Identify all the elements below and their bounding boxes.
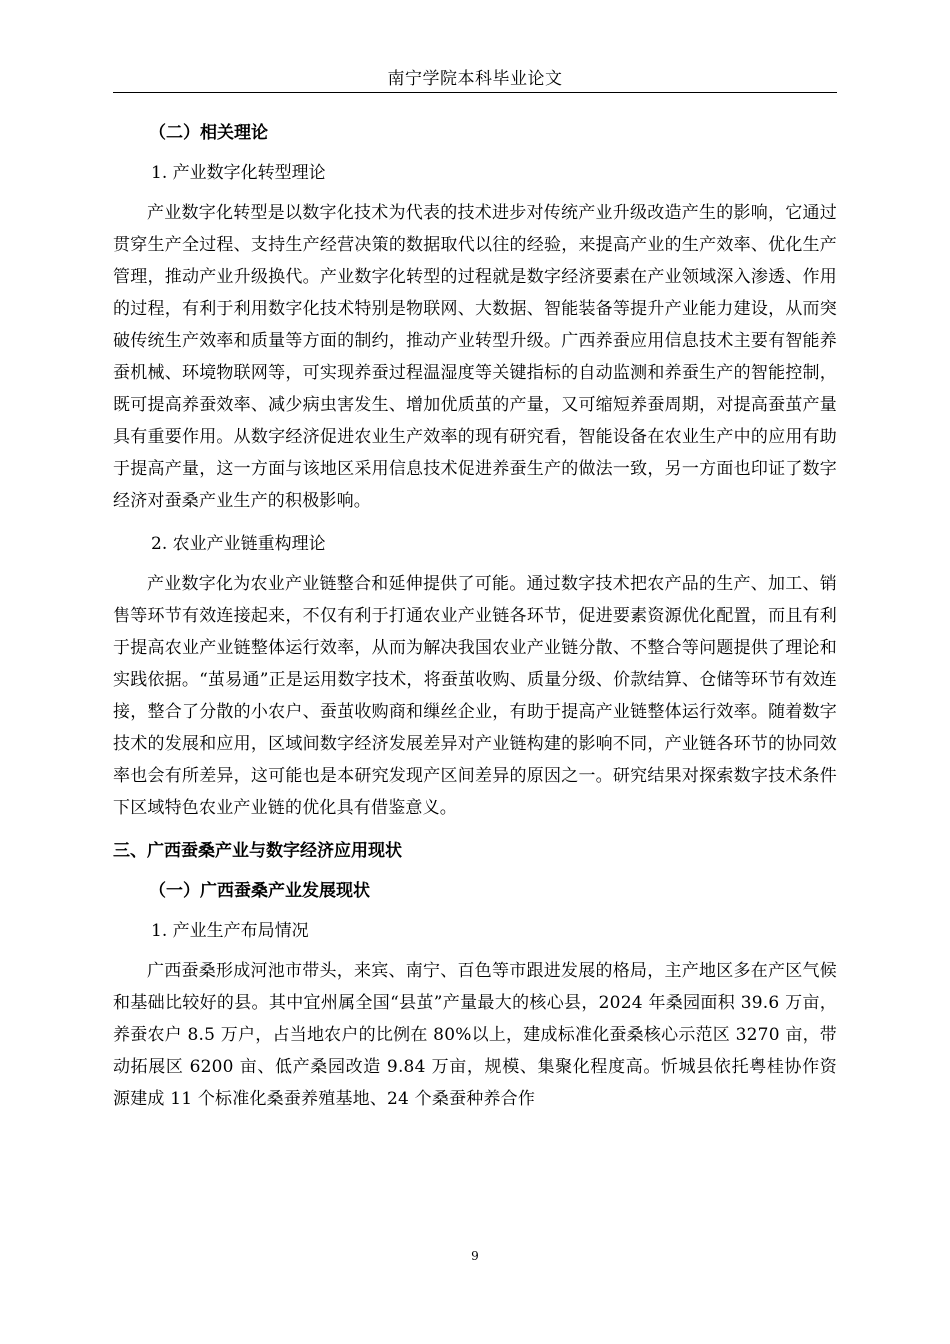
subheading-digital-transformation-theory: 1. 产业数字化转型理论: [151, 163, 326, 183]
paragraph-digital-transformation: 产业数字化转型是以数字化技术为代表的技术进步对传统产业升级改造产生的影响，它通过贯穿生产全过程、支持生产经营决策的数据取代以往的经验，来提高产业的生产效率、优化生产管理，推动产业升级换代。产业数字化转型的过程就是数字经济要素在产业领域深入渗透、作用的过程，有利于利用数字化技术特别是物联网、大数据、智能装备等提升产业能力建设，从而突破传统生产效率和质量等方面的制约，推动产业转型升级。广西养蚕应用信息技术主要有智能养蚕机械、环境物联网等，可实现养蚕过程温湿度等关键指标的自动监测和养蚕生产的智能控制，既可提高养蚕效率、减少病虫害发生、增加优质茧的产量，又可缩短养蚕周期，对提高蚕茧产量具有重要作用。从数字经济促进农业生产效率的现有研究看，智能设备在农业生产中的应用有助于提高产量，这一方面与该地区采用信息技术促进养蚕生产的做法一致，另一方面也印证了数字经济对蚕桑产业生产的积极影响。: [113, 203, 837, 511]
paragraph-production-layout: 广西蚕桑形成河池市带头，来宾、南宁、百色等市跟进发展的格局，主产地区多在产区气候和基础比较好的县。其中宜州属全国“县茧”产量最大的核心县，2024 年桑园面积 39.6 万亩，养蚕农户 8.5 万户，占当地农户的比例在 80%以上，建成标准化蚕桑核心示范区 3270 亩，带动拓展区 6200 亩、低产桑园改造 9.84 万亩，规模、集聚化程度高。忻城县依托粤桂协作资源建成 11 个标准化桑蚕养殖基地、24 个桑蚕种养合作: [113, 961, 837, 1109]
running-header: 南宁学院本科毕业论文: [387, 69, 563, 89]
section-heading-related-theory: （二）相关理论: [149, 123, 268, 143]
header-rule: [113, 92, 837, 93]
paragraph-chain-restructuring: 产业数字化为农业产业链整合和延伸提供了可能。通过数字技术把农产品的生产、加工、销售等环节有效连接起来，不仅有利于打通农业产业链各环节，促进要素资源优化配置，而且有利于提高农业产业链整体运行效率，从而为解决我国农业产业链分散、不整合等问题提供了理论和实践依据。“茧易通”正是运用数字技术，将蚕茧收购、质量分级、价款结算、仓储等环节有效连接，整合了分散的小农户、蚕茧收购商和缫丝企业，有助于提高产业链整体运行效率。随着数字技术的发展和应用，区域间数字经济发展差异对产业链构建的影响不同，产业链各环节的协同效率也会有所差异，这可能也是本研究发现产区间差异的原因之一。研究结果对探索数字技术条件下区域特色农业产业链的优化具有借鉴意义。: [113, 574, 837, 818]
section-heading-development-status: （一）广西蚕桑产业发展现状: [149, 881, 370, 901]
subheading-production-layout: 1. 产业生产布局情况: [151, 921, 309, 941]
page-body: [113, 113, 837, 1127]
subheading-chain-restructuring-theory: 2. 农业产业链重构理论: [151, 534, 326, 554]
page-number: 9: [471, 1249, 479, 1263]
chapter-heading-3: 三、广西蚕桑产业与数字经济应用现状: [113, 841, 402, 861]
